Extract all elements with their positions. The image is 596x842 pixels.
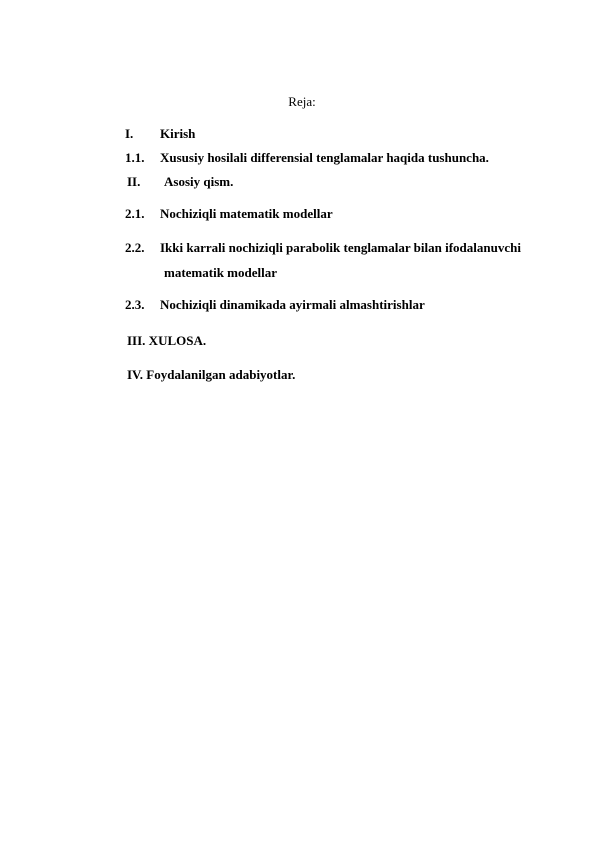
toc-text: Xususiy hosilali differensial tenglamalar haqida tushuncha. <box>160 150 489 165</box>
toc-number: II. <box>127 174 141 189</box>
toc-text: matematik modellar <box>164 265 278 280</box>
page-title: Reja: <box>288 94 316 109</box>
toc-text: Nochiziqli matematik modellar <box>160 206 333 221</box>
toc-text: Kirish <box>160 126 196 141</box>
toc-text: Nochiziqli dinamikada ayirmali almashtirishlar <box>160 297 425 312</box>
toc-number: 1.1. <box>125 150 145 165</box>
toc-text: IV. Foydalanilgan adabiyotlar. <box>127 367 296 382</box>
toc-number: I. <box>125 126 134 141</box>
toc-number: 2.1. <box>125 206 145 221</box>
toc-text: Ikki karrali nochiziqli parabolik tenglamalar bilan ifodalanuvchi <box>160 240 521 255</box>
toc-number: 2.3. <box>125 297 145 312</box>
toc-text: III. XULOSA. <box>127 333 207 348</box>
toc-number: 2.2. <box>125 240 145 255</box>
toc-text: Asosiy qism. <box>164 174 234 189</box>
